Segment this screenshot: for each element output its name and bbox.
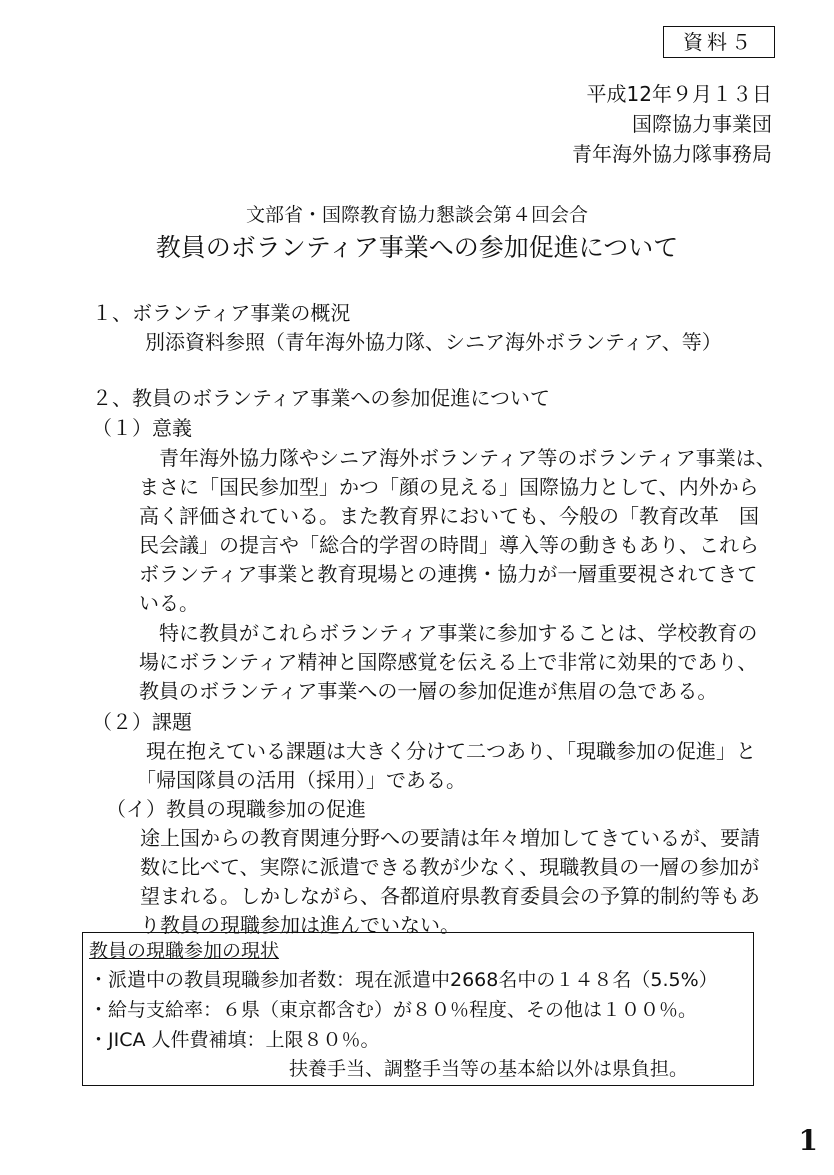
sub1-line: 特に教員がこれらボランティア事業に参加することは、学校教育の — [159, 621, 758, 645]
sub1-line: 場にボランティア精神と国際感覚を伝える上で非常に効果的であり、 — [139, 650, 758, 674]
sub1-line: 教員のボランティア事業への一層の参加促進が焦眉の急である。 — [139, 679, 718, 703]
sub1-heading: （１）意義 — [92, 416, 192, 440]
status-box-title: 教員の現職参加の現状 — [89, 940, 280, 962]
subsub-line: 途上国からの教育関連分野への要請は年々増加してきているが、要請 — [140, 826, 760, 850]
meeting-subtitle: 文部省・国際教育協力懇談会第４回会合 — [245, 204, 588, 226]
subsub-line: り教員の現職参加は進んでいない。 — [140, 913, 460, 937]
sub2-line: 「帰国隊員の活用（採用）」である。 — [136, 768, 466, 792]
sub1-line: ボランティア事業と教育現場との連携・協力が一層重要視されてきて — [139, 562, 758, 586]
sub1-line: 高く評価されている。また教育界においても、今般の「教育改革 国 — [139, 504, 759, 528]
sub2-heading: （２）課題 — [92, 710, 192, 734]
sub2-line: 現在抱えている課題は大きく分けて二つあり、「現職参加の促進」と — [146, 739, 756, 763]
subsub-heading: （イ）教員の現職参加の促進 — [106, 797, 366, 821]
sub1-line: いる。 — [139, 591, 199, 615]
status-box — [82, 932, 754, 1086]
status-line: 扶養手当、調整手当等の基本給以外は県負担。 — [289, 1058, 689, 1080]
date: 平成12年９月１３日 — [586, 82, 772, 106]
office: 青年海外協力隊事務局 — [572, 142, 772, 166]
document-label: 資料５ — [663, 26, 775, 58]
page-title: 教員のボランティア事業への参加促進について — [155, 233, 679, 262]
sub1-line: 民会議」の提言や「総合的学習の時間」導入等の動きもあり、これら — [139, 533, 759, 557]
page-number: 1 — [798, 1124, 818, 1157]
subsub-line: 数に比べて、実際に派遣できる教が少なく、現職教員の一層の参加が — [140, 855, 760, 879]
subsub-line: 望まれる。しかしながら、各都道府県教育委員会の予算的制約等もあ — [140, 884, 760, 908]
sub1-line: 青年海外協力隊やシニア海外ボランティア等のボランティア事業は、 — [159, 446, 776, 470]
organization: 国際協力事業団 — [632, 112, 772, 136]
section1-body: 別添資料参照（青年海外協力隊、シニア海外ボランティア、等） — [145, 330, 722, 354]
section2-heading: ２、教員のボランティア事業への参加促進について — [92, 386, 550, 410]
section1-heading: １、ボランティア事業の概況 — [92, 301, 351, 325]
status-line: ・JICA 人件費補填：上限８０％。 — [89, 1029, 380, 1051]
status-line: ・派遣中の教員現職参加者数：現在派遣中2668名中の１４８名（5.5%） — [89, 969, 718, 991]
status-line: ・給与支給率：６県（東京都含む）が８０％程度、その他は１００％。 — [89, 999, 698, 1021]
sub1-line: まさに「国民参加型」かつ「顔の見える」国際協力として、内外から — [139, 475, 759, 499]
